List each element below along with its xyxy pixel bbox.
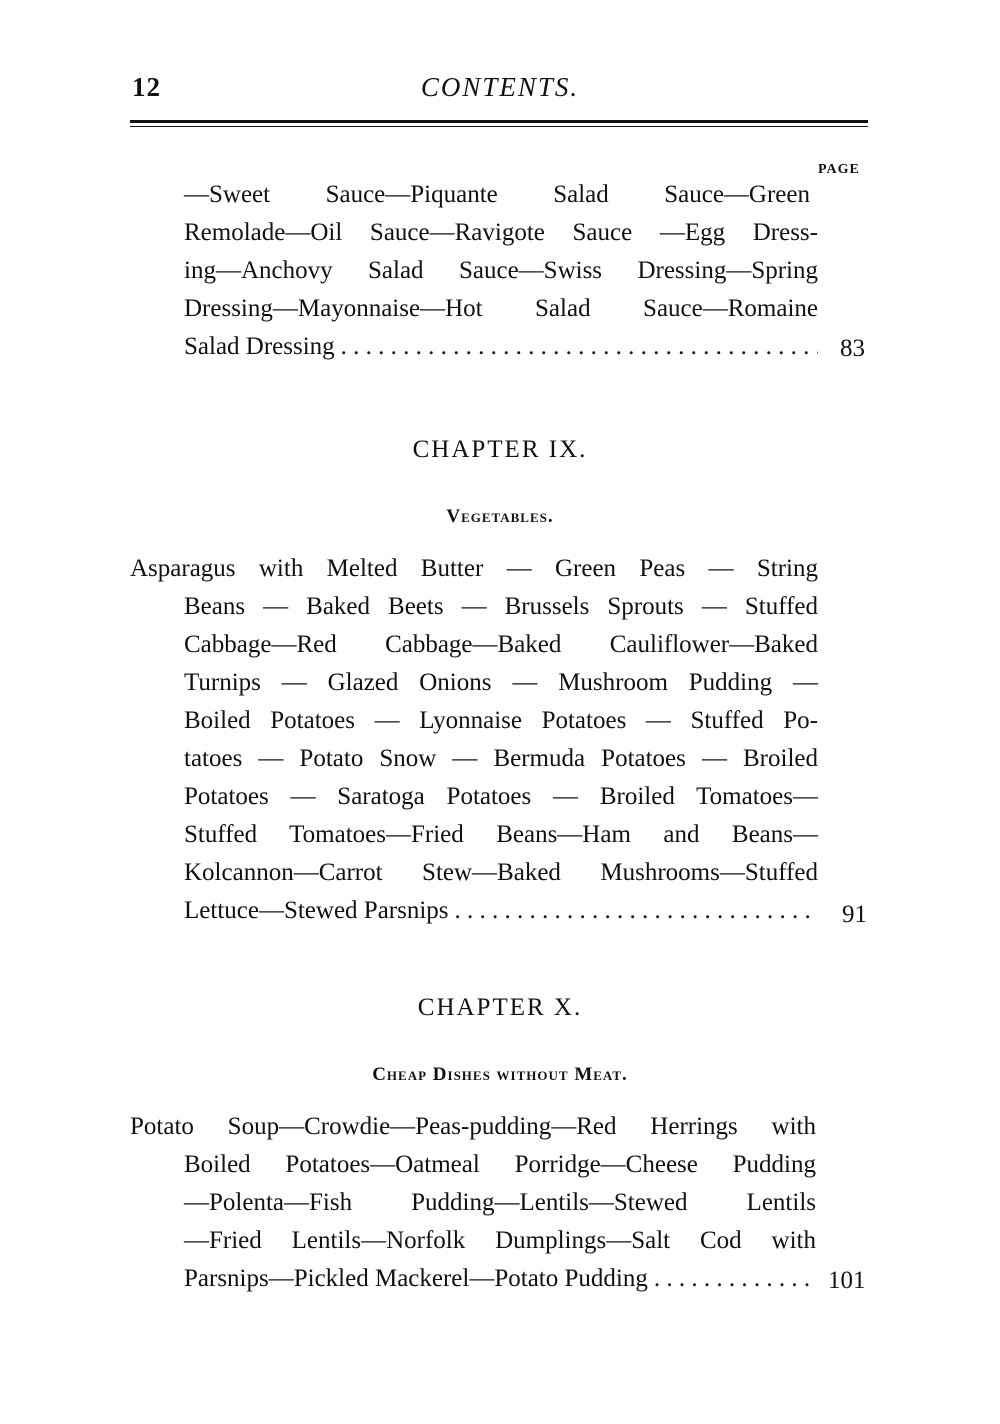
entry-line: Dressing—Mayonnaise—Hot Salad Sauce—Romaine — [184, 295, 818, 322]
header-rule — [130, 120, 868, 123]
entry-line: Kolcannon—Carrot Stew—Baked Mushrooms—Stuffed — [184, 859, 818, 886]
page-number: 12 — [132, 72, 161, 102]
entry-page-number: 83 — [840, 335, 865, 362]
entry-line-last — [184, 1260, 812, 1298]
header-rule-thin — [130, 126, 868, 127]
leader-dots — [449, 892, 818, 930]
chapter-subtitle: Cheap Dishes without Meat. — [372, 1064, 628, 1085]
entry-line: Stuffed Tomatoes—Fried Beans—Ham and Beans— — [184, 821, 818, 848]
leader-dots — [648, 1260, 812, 1298]
entry-line: Boiled Potatoes—Oatmeal Porridge—Cheese Pudding — [184, 1151, 816, 1178]
entry-line: Turnips — Glazed Onions — Mushroom Pudding — — [184, 669, 818, 696]
entry-line: ing—Anchovy Salad Sauce—Swiss Dressing—Spring — [184, 257, 818, 284]
entry-line: —Sweet Sauce—Piquante Salad Sauce—Green — [184, 181, 810, 208]
chapter-title: CHAPTER X. — [417, 994, 583, 1021]
entry-line: Beans — Baked Beets — Brussels Sprouts — Stuffed — [184, 593, 818, 620]
entry-line: —Polenta—Fish Pudding—Lentils—Stewed Lentils — [184, 1189, 816, 1216]
entry-page-number: 101 — [828, 1267, 866, 1294]
page-column-label: PAGE — [818, 162, 860, 177]
entry-line: Cabbage—Red Cabbage—Baked Cauliflower—Baked — [184, 631, 818, 658]
chapter-subtitle: Vegetables. — [446, 506, 554, 527]
entry-page-number: 91 — [842, 901, 867, 928]
entry-line: Potatoes — Saratoga Potatoes — Broiled Tomatoes— — [184, 783, 818, 810]
entry-line-last — [184, 892, 818, 930]
entry-line: Potato Soup—Crowdie—Peas-pudding—Red Herrings with — [130, 1113, 816, 1140]
entry-line: Remolade—Oil Sauce—Ravigote Sauce —Egg Dress- — [184, 219, 818, 246]
entry-line-text: Parsnips—Pickled Mackerel—Potato Pudding — [184, 1265, 648, 1292]
entry-line-text: Salad Dressing — [184, 333, 335, 360]
entry-line: Asparagus with Melted Butter — Green Peas — String — [130, 555, 818, 582]
running-title: CONTENTS. — [420, 72, 580, 102]
chapter-title: CHAPTER IX. — [412, 436, 588, 463]
entry-line: Boiled Potatoes — Lyonnaise Potatoes — Stuffed Po- — [184, 707, 818, 734]
entry-line: tatoes — Potato Snow — Bermuda Potatoes — Broiled — [184, 745, 818, 772]
entry-line-last — [184, 328, 818, 366]
entry-line: —Fried Lentils—Norfolk Dumplings—Salt Cod with — [184, 1227, 816, 1254]
leader-dots — [335, 328, 818, 366]
entry-line-text: Lettuce—Stewed Parsnips — [184, 897, 449, 924]
